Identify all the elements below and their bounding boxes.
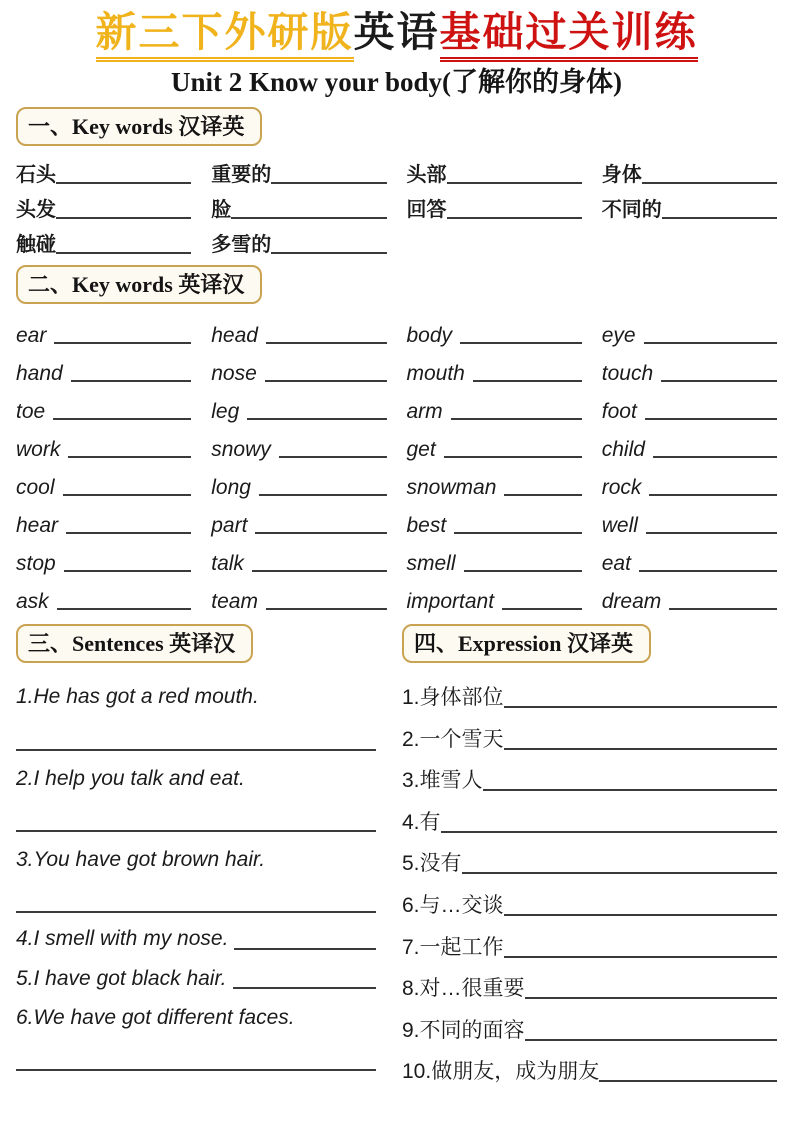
page-title	[16, 8, 777, 56]
word-cell	[211, 462, 386, 500]
word-label: touch	[601, 362, 654, 386]
word-label: eye	[601, 324, 636, 348]
word-label: child	[601, 438, 645, 462]
answer-blank	[644, 342, 777, 344]
answer-blank	[525, 1039, 777, 1041]
word-label: dream	[601, 590, 662, 614]
answer-blank	[662, 217, 777, 219]
answer-blank	[447, 217, 582, 219]
expression-text: 3.堆雪人	[402, 769, 483, 793]
word-label: leg	[211, 400, 240, 424]
word-label: eat	[601, 552, 631, 576]
word-cell	[407, 500, 582, 538]
word-label: cool	[16, 476, 55, 500]
word-cell	[602, 500, 777, 538]
word-cell	[602, 187, 777, 222]
expression-text: 10.做朋友，成为朋友	[402, 1060, 600, 1084]
answer-blank	[265, 380, 387, 382]
sentence-item	[16, 1004, 376, 1031]
word-label: 不同的	[601, 199, 662, 222]
word-label: arm	[406, 400, 443, 424]
answer-blank	[234, 948, 376, 950]
word-label: snowy	[211, 438, 271, 462]
word-cell	[16, 348, 191, 386]
answer-blank-line	[16, 711, 376, 751]
answer-blank	[266, 608, 387, 610]
bottom-columns	[16, 616, 777, 1085]
answer-blank	[63, 494, 192, 496]
word-cell	[211, 348, 386, 386]
word-cell	[602, 348, 777, 386]
expression-text: 2.一个雪天	[402, 727, 504, 751]
answer-blank	[64, 570, 192, 572]
sentence-item	[16, 683, 376, 710]
word-label: 身体	[601, 164, 642, 187]
word-label: body	[406, 324, 453, 348]
word-cell	[16, 222, 191, 257]
section-3	[16, 616, 376, 1085]
sentence-text: 4.I smell with my nose.	[16, 927, 229, 951]
word-cell	[16, 424, 191, 462]
word-cell	[211, 538, 386, 576]
sentence-item	[16, 846, 376, 873]
answer-blank	[460, 342, 582, 344]
word-label: well	[601, 514, 638, 538]
word-cell	[16, 576, 191, 614]
word-label: best	[406, 514, 447, 538]
word-cell	[407, 538, 582, 576]
answer-blank	[266, 342, 387, 344]
expression-text: 9.不同的面容	[402, 1018, 525, 1042]
sentence-item	[16, 765, 376, 792]
word-cell	[211, 386, 386, 424]
word-cell	[211, 187, 386, 222]
word-cell	[602, 310, 777, 348]
word-cell	[211, 500, 386, 538]
word-cell	[211, 424, 386, 462]
answer-blank	[642, 182, 777, 184]
title-part-red: 基础过关训练	[440, 8, 698, 62]
answer-blank	[231, 217, 386, 219]
answer-blank	[504, 956, 777, 958]
word-label: hear	[16, 514, 59, 538]
answer-blank	[661, 380, 777, 382]
sentence-text: 2.I help you talk and eat.	[16, 766, 245, 790]
word-label: team	[211, 590, 258, 614]
expression-item	[402, 669, 777, 711]
word-label: ask	[16, 590, 49, 614]
section-4	[402, 616, 777, 1085]
word-cell	[407, 348, 582, 386]
section-1-word-grid	[16, 152, 777, 257]
word-label: foot	[601, 400, 637, 424]
answer-blank	[504, 706, 777, 708]
word-label: 触碰	[16, 234, 56, 257]
section-3-heading: 三、Sentences 英译汉	[16, 624, 253, 663]
answer-blank	[56, 182, 191, 184]
expression-item	[402, 711, 777, 753]
word-cell	[16, 500, 191, 538]
expression-text: 8.对…很重要	[402, 977, 525, 1001]
answer-blank	[645, 418, 777, 420]
answer-blank	[454, 532, 582, 534]
sentence-item	[16, 925, 376, 952]
answer-blank	[252, 570, 387, 572]
answer-blank	[649, 494, 777, 496]
expression-text: 7.一起工作	[402, 935, 504, 959]
answer-blank	[68, 456, 191, 458]
word-cell	[602, 386, 777, 424]
word-label: 多雪的	[211, 234, 272, 257]
word-label: rock	[601, 476, 642, 500]
answer-blank	[53, 418, 191, 420]
answer-blank	[639, 570, 777, 572]
section-2-word-grid	[16, 310, 777, 614]
word-cell	[16, 152, 191, 187]
word-label: 回答	[406, 199, 447, 222]
word-cell	[602, 576, 777, 614]
answer-blank	[599, 1080, 777, 1082]
word-cell	[16, 310, 191, 348]
word-cell	[602, 462, 777, 500]
word-label: get	[406, 438, 436, 462]
answer-blank	[483, 789, 777, 791]
word-cell	[407, 187, 582, 222]
expression-text: 4.有	[402, 810, 441, 834]
word-cell	[407, 462, 582, 500]
word-label: smell	[406, 552, 456, 576]
answer-blank-line	[16, 1031, 376, 1071]
word-label: ear	[16, 324, 47, 348]
title-part-black: 英语	[353, 8, 440, 56]
unit-subtitle: Unit 2 Know your body(了解你的身体)	[170, 67, 623, 98]
word-cell	[407, 576, 582, 614]
answer-blank	[646, 532, 777, 534]
sentence-text: 6.We have got different faces.	[16, 1005, 295, 1029]
sentence-text: 1.He has got a red mouth.	[16, 685, 259, 709]
expression-item	[402, 877, 777, 919]
answer-blank	[66, 532, 191, 534]
answer-blank	[473, 380, 582, 382]
word-cell	[407, 424, 582, 462]
word-label: talk	[211, 552, 244, 576]
section-4-heading: 四、Expression 汉译英	[402, 624, 651, 663]
answer-blank	[56, 217, 191, 219]
word-label: snowman	[406, 476, 497, 500]
expression-item	[402, 753, 777, 795]
answer-blank	[504, 914, 777, 916]
answer-blank	[447, 182, 582, 184]
answer-blank	[462, 872, 777, 874]
expression-text: 5.没有	[402, 852, 462, 876]
word-label: hand	[16, 362, 63, 386]
answer-blank-line	[16, 792, 376, 832]
word-cell	[602, 152, 777, 187]
expression-text: 6.与…交谈	[402, 893, 504, 917]
answer-blank	[451, 418, 582, 420]
answer-blank	[504, 748, 777, 750]
answer-blank	[669, 608, 777, 610]
word-label: part	[211, 514, 248, 538]
expression-item	[402, 1044, 777, 1086]
expression-item	[402, 961, 777, 1003]
answer-blank	[464, 570, 582, 572]
word-label: work	[16, 438, 61, 462]
word-cell	[211, 310, 386, 348]
answer-blank	[54, 342, 191, 344]
expression-item	[402, 794, 777, 836]
word-cell	[16, 187, 191, 222]
word-cell	[16, 538, 191, 576]
expression-item	[402, 1002, 777, 1044]
answer-blank-line	[16, 873, 376, 913]
answer-blank	[444, 456, 582, 458]
expression-item	[402, 836, 777, 878]
word-cell	[16, 386, 191, 424]
title-part-gold: 新三下外研版	[96, 8, 354, 62]
answer-blank	[271, 252, 386, 254]
section-1-heading: 一、Key words 汉译英	[16, 107, 262, 146]
answer-blank	[259, 494, 387, 496]
expression-item	[402, 919, 777, 961]
word-cell	[407, 152, 582, 187]
sentence-text: 3.You have got brown hair.	[16, 847, 266, 871]
sentence-text: 5.I have got black hair.	[16, 966, 227, 990]
answer-blank	[525, 997, 777, 999]
word-label: toe	[16, 400, 46, 424]
answer-blank	[504, 494, 581, 496]
word-cell	[602, 538, 777, 576]
word-label: head	[211, 324, 258, 348]
answer-blank	[247, 418, 386, 420]
word-cell	[602, 424, 777, 462]
answer-blank	[271, 182, 386, 184]
answer-blank	[71, 380, 192, 382]
answer-blank	[255, 532, 386, 534]
word-cell	[16, 462, 191, 500]
answer-blank	[441, 831, 777, 833]
word-label: stop	[16, 552, 56, 576]
answer-blank	[279, 456, 387, 458]
word-label: long	[211, 476, 251, 500]
answer-blank	[653, 456, 777, 458]
section-2-heading: 二、Key words 英译汉	[16, 265, 262, 304]
expression-text: 1.身体部位	[402, 685, 504, 709]
word-label: 脸	[211, 199, 232, 222]
word-label: 头部	[406, 164, 447, 187]
word-cell	[211, 222, 386, 257]
word-label: 头发	[16, 199, 56, 222]
word-label: 重要的	[211, 164, 272, 187]
word-label: nose	[211, 362, 257, 386]
answer-blank	[56, 252, 191, 254]
sentence-item	[16, 965, 376, 992]
word-cell	[407, 386, 582, 424]
answer-blank	[233, 987, 376, 989]
answer-blank	[57, 608, 192, 610]
word-cell	[407, 310, 582, 348]
word-label: mouth	[406, 362, 465, 386]
word-label: important	[406, 590, 495, 614]
word-cell	[211, 576, 386, 614]
word-label: 石头	[16, 164, 56, 187]
word-cell	[211, 152, 386, 187]
answer-blank	[502, 608, 582, 610]
